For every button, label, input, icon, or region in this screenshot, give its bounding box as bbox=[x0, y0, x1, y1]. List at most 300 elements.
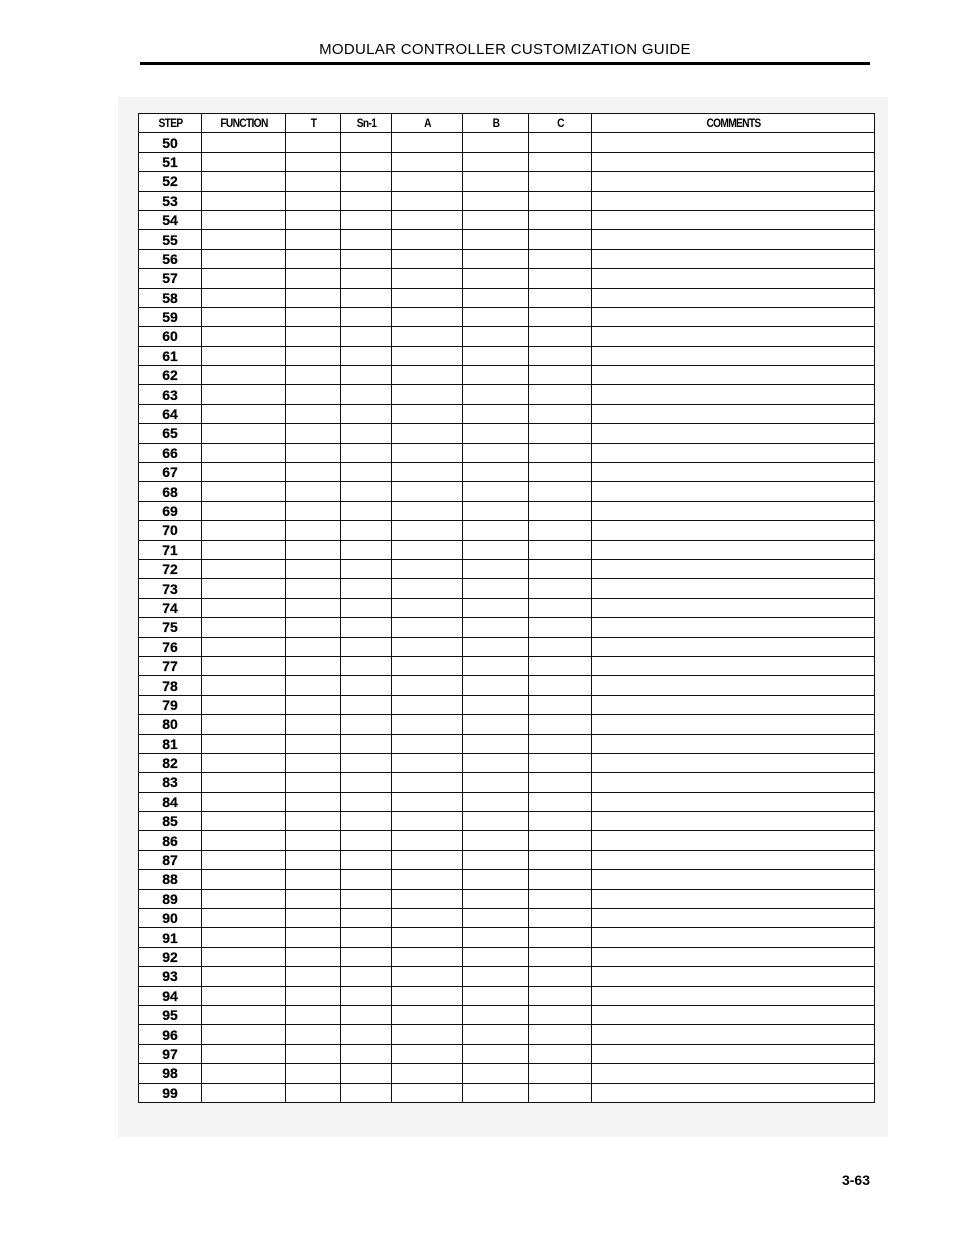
a-cell bbox=[392, 1025, 463, 1044]
sn-1-cell bbox=[341, 870, 392, 889]
t-cell bbox=[286, 618, 341, 637]
table-row bbox=[139, 307, 875, 326]
sn-1-cell bbox=[341, 909, 392, 928]
step-number: 81 bbox=[139, 734, 202, 753]
step-number: 52 bbox=[139, 172, 202, 191]
comments-cell bbox=[592, 1044, 875, 1063]
a-cell bbox=[392, 870, 463, 889]
t-cell bbox=[286, 812, 341, 831]
function-cell bbox=[202, 385, 286, 404]
table-row bbox=[139, 812, 875, 831]
a-cell bbox=[392, 346, 463, 365]
sn-1-cell bbox=[341, 366, 392, 385]
function-cell bbox=[202, 288, 286, 307]
t-cell bbox=[286, 1025, 341, 1044]
table-row bbox=[139, 346, 875, 365]
a-cell bbox=[392, 172, 463, 191]
table-row bbox=[139, 1005, 875, 1024]
a-cell bbox=[392, 540, 463, 559]
t-cell bbox=[286, 210, 341, 229]
b-cell bbox=[463, 269, 529, 288]
function-cell bbox=[202, 482, 286, 501]
t-cell bbox=[286, 928, 341, 947]
column-header-b: B bbox=[467, 114, 523, 133]
function-cell bbox=[202, 559, 286, 578]
sn-1-cell bbox=[341, 482, 392, 501]
step-number: 71 bbox=[139, 540, 202, 559]
b-cell bbox=[463, 695, 529, 714]
comments-cell bbox=[592, 249, 875, 268]
step-number: 70 bbox=[139, 521, 202, 540]
sn-1-cell bbox=[341, 579, 392, 598]
comments-cell bbox=[592, 579, 875, 598]
b-cell bbox=[463, 967, 529, 986]
c-cell bbox=[529, 346, 592, 365]
c-cell bbox=[529, 850, 592, 869]
c-cell bbox=[529, 637, 592, 656]
table-row bbox=[139, 1044, 875, 1063]
function-cell bbox=[202, 230, 286, 249]
a-cell bbox=[392, 695, 463, 714]
sn-1-cell bbox=[341, 385, 392, 404]
sn-1-cell bbox=[341, 269, 392, 288]
c-cell bbox=[529, 598, 592, 617]
comments-cell bbox=[592, 501, 875, 520]
function-cell bbox=[202, 656, 286, 675]
table-row bbox=[139, 967, 875, 986]
step-number: 72 bbox=[139, 559, 202, 578]
step-number: 91 bbox=[139, 928, 202, 947]
t-cell bbox=[286, 637, 341, 656]
table-row bbox=[139, 598, 875, 617]
step-number: 59 bbox=[139, 307, 202, 326]
step-number: 54 bbox=[139, 210, 202, 229]
step-number: 93 bbox=[139, 967, 202, 986]
sn-1-cell bbox=[341, 889, 392, 908]
sn-1-cell bbox=[341, 307, 392, 326]
c-cell bbox=[529, 443, 592, 462]
step-number: 82 bbox=[139, 753, 202, 772]
t-cell bbox=[286, 1083, 341, 1102]
a-cell bbox=[392, 676, 463, 695]
function-cell bbox=[202, 424, 286, 443]
step-number: 96 bbox=[139, 1025, 202, 1044]
table-row bbox=[139, 152, 875, 171]
sn-1-cell bbox=[341, 404, 392, 423]
t-cell bbox=[286, 249, 341, 268]
c-cell bbox=[529, 1005, 592, 1024]
sn-1-cell bbox=[341, 1064, 392, 1083]
table-row bbox=[139, 656, 875, 675]
table-row bbox=[139, 133, 875, 152]
function-cell bbox=[202, 909, 286, 928]
header-rule bbox=[140, 62, 870, 65]
table-row bbox=[139, 637, 875, 656]
step-number: 95 bbox=[139, 1005, 202, 1024]
a-cell bbox=[392, 424, 463, 443]
c-cell bbox=[529, 210, 592, 229]
step-number: 61 bbox=[139, 346, 202, 365]
sn-1-cell bbox=[341, 967, 392, 986]
a-cell bbox=[392, 1044, 463, 1063]
function-cell bbox=[202, 676, 286, 695]
sn-1-cell bbox=[341, 288, 392, 307]
function-cell bbox=[202, 812, 286, 831]
sn-1-cell bbox=[341, 249, 392, 268]
a-cell bbox=[392, 889, 463, 908]
b-cell bbox=[463, 598, 529, 617]
comments-cell bbox=[592, 637, 875, 656]
comments-cell bbox=[592, 656, 875, 675]
table-row bbox=[139, 579, 875, 598]
sn-1-cell bbox=[341, 734, 392, 753]
b-cell bbox=[463, 152, 529, 171]
b-cell bbox=[463, 307, 529, 326]
comments-cell bbox=[592, 1005, 875, 1024]
table-row bbox=[139, 792, 875, 811]
a-cell bbox=[392, 191, 463, 210]
t-cell bbox=[286, 753, 341, 772]
b-cell bbox=[463, 909, 529, 928]
c-cell bbox=[529, 288, 592, 307]
b-cell bbox=[463, 559, 529, 578]
step-number: 62 bbox=[139, 366, 202, 385]
b-cell bbox=[463, 366, 529, 385]
table-row bbox=[139, 210, 875, 229]
a-cell bbox=[392, 307, 463, 326]
comments-cell bbox=[592, 385, 875, 404]
sn-1-cell bbox=[341, 1083, 392, 1102]
table-row bbox=[139, 230, 875, 249]
c-cell bbox=[529, 967, 592, 986]
comments-cell bbox=[592, 559, 875, 578]
function-cell bbox=[202, 1083, 286, 1102]
comments-cell bbox=[592, 540, 875, 559]
comments-cell bbox=[592, 521, 875, 540]
sn-1-cell bbox=[341, 152, 392, 171]
c-cell bbox=[529, 656, 592, 675]
t-cell bbox=[286, 792, 341, 811]
b-cell bbox=[463, 850, 529, 869]
b-cell bbox=[463, 288, 529, 307]
comments-cell bbox=[592, 230, 875, 249]
b-cell bbox=[463, 210, 529, 229]
table-row bbox=[139, 715, 875, 734]
c-cell bbox=[529, 734, 592, 753]
function-cell bbox=[202, 1044, 286, 1063]
a-cell bbox=[392, 579, 463, 598]
step-number: 98 bbox=[139, 1064, 202, 1083]
function-cell bbox=[202, 618, 286, 637]
b-cell bbox=[463, 637, 529, 656]
column-header-step: STEP bbox=[143, 114, 197, 133]
comments-cell bbox=[592, 269, 875, 288]
a-cell bbox=[392, 715, 463, 734]
function-cell bbox=[202, 463, 286, 482]
function-cell bbox=[202, 831, 286, 850]
sn-1-cell bbox=[341, 191, 392, 210]
function-cell bbox=[202, 695, 286, 714]
c-cell bbox=[529, 172, 592, 191]
c-cell bbox=[529, 928, 592, 947]
table-row bbox=[139, 482, 875, 501]
c-cell bbox=[529, 191, 592, 210]
a-cell bbox=[392, 366, 463, 385]
comments-cell bbox=[592, 424, 875, 443]
sn-1-cell bbox=[341, 1005, 392, 1024]
step-number: 94 bbox=[139, 986, 202, 1005]
b-cell bbox=[463, 1005, 529, 1024]
table-row bbox=[139, 928, 875, 947]
function-cell bbox=[202, 501, 286, 520]
table-row bbox=[139, 501, 875, 520]
step-number: 76 bbox=[139, 637, 202, 656]
b-cell bbox=[463, 443, 529, 462]
table-row bbox=[139, 986, 875, 1005]
step-number: 77 bbox=[139, 656, 202, 675]
a-cell bbox=[392, 230, 463, 249]
sn-1-cell bbox=[341, 598, 392, 617]
c-cell bbox=[529, 695, 592, 714]
sn-1-cell bbox=[341, 812, 392, 831]
a-cell bbox=[392, 1083, 463, 1102]
function-cell bbox=[202, 269, 286, 288]
step-number: 99 bbox=[139, 1083, 202, 1102]
t-cell bbox=[286, 366, 341, 385]
c-cell bbox=[529, 540, 592, 559]
worksheet-body bbox=[139, 133, 875, 1103]
sn-1-cell bbox=[341, 501, 392, 520]
step-number: 86 bbox=[139, 831, 202, 850]
c-cell bbox=[529, 152, 592, 171]
page-header-title: MODULAR CONTROLLER CUSTOMIZATION GUIDE bbox=[319, 41, 691, 58]
function-cell bbox=[202, 346, 286, 365]
c-cell bbox=[529, 424, 592, 443]
a-cell bbox=[392, 753, 463, 772]
b-cell bbox=[463, 870, 529, 889]
page-number: 3-63 bbox=[841, 1172, 870, 1188]
comments-cell bbox=[592, 734, 875, 753]
a-cell bbox=[392, 404, 463, 423]
c-cell bbox=[529, 1044, 592, 1063]
table-row bbox=[139, 850, 875, 869]
b-cell bbox=[463, 404, 529, 423]
b-cell bbox=[463, 715, 529, 734]
function-cell bbox=[202, 579, 286, 598]
step-number: 53 bbox=[139, 191, 202, 210]
step-number: 69 bbox=[139, 501, 202, 520]
step-number: 75 bbox=[139, 618, 202, 637]
a-cell bbox=[392, 443, 463, 462]
function-cell bbox=[202, 133, 286, 152]
sn-1-cell bbox=[341, 559, 392, 578]
c-cell bbox=[529, 889, 592, 908]
step-number: 68 bbox=[139, 482, 202, 501]
b-cell bbox=[463, 928, 529, 947]
b-cell bbox=[463, 773, 529, 792]
c-cell bbox=[529, 947, 592, 966]
a-cell bbox=[392, 559, 463, 578]
t-cell bbox=[286, 424, 341, 443]
b-cell bbox=[463, 831, 529, 850]
b-cell bbox=[463, 540, 529, 559]
sn-1-cell bbox=[341, 831, 392, 850]
b-cell bbox=[463, 133, 529, 152]
b-cell bbox=[463, 986, 529, 1005]
t-cell bbox=[286, 1005, 341, 1024]
t-cell bbox=[286, 307, 341, 326]
comments-cell bbox=[592, 715, 875, 734]
b-cell bbox=[463, 346, 529, 365]
b-cell bbox=[463, 385, 529, 404]
a-cell bbox=[392, 734, 463, 753]
t-cell bbox=[286, 327, 341, 346]
step-number: 87 bbox=[139, 850, 202, 869]
t-cell bbox=[286, 947, 341, 966]
a-cell bbox=[392, 1005, 463, 1024]
c-cell bbox=[529, 404, 592, 423]
table-row bbox=[139, 947, 875, 966]
c-cell bbox=[529, 501, 592, 520]
table-row bbox=[139, 463, 875, 482]
sn-1-cell bbox=[341, 521, 392, 540]
table-row bbox=[139, 540, 875, 559]
table-row bbox=[139, 618, 875, 637]
t-cell bbox=[286, 288, 341, 307]
t-cell bbox=[286, 870, 341, 889]
t-cell bbox=[286, 850, 341, 869]
c-cell bbox=[529, 1083, 592, 1102]
table-row bbox=[139, 695, 875, 714]
b-cell bbox=[463, 1064, 529, 1083]
comments-cell bbox=[592, 307, 875, 326]
c-cell bbox=[529, 1025, 592, 1044]
c-cell bbox=[529, 870, 592, 889]
t-cell bbox=[286, 889, 341, 908]
function-cell bbox=[202, 443, 286, 462]
t-cell bbox=[286, 269, 341, 288]
a-cell bbox=[392, 482, 463, 501]
column-header-sn-1: Sn-1 bbox=[344, 114, 387, 133]
table-row bbox=[139, 1064, 875, 1083]
t-cell bbox=[286, 831, 341, 850]
step-number: 73 bbox=[139, 579, 202, 598]
step-number: 83 bbox=[139, 773, 202, 792]
table-row bbox=[139, 909, 875, 928]
sn-1-cell bbox=[341, 773, 392, 792]
comments-cell bbox=[592, 986, 875, 1005]
sn-1-cell bbox=[341, 540, 392, 559]
table-row bbox=[139, 831, 875, 850]
step-number: 60 bbox=[139, 327, 202, 346]
b-cell bbox=[463, 734, 529, 753]
sn-1-cell bbox=[341, 947, 392, 966]
sn-1-cell bbox=[341, 133, 392, 152]
function-cell bbox=[202, 870, 286, 889]
table-row bbox=[139, 191, 875, 210]
comments-cell bbox=[592, 773, 875, 792]
comments-cell bbox=[592, 133, 875, 152]
table-row bbox=[139, 870, 875, 889]
a-cell bbox=[392, 598, 463, 617]
function-cell bbox=[202, 889, 286, 908]
t-cell bbox=[286, 133, 341, 152]
sn-1-cell bbox=[341, 230, 392, 249]
c-cell bbox=[529, 230, 592, 249]
step-number: 80 bbox=[139, 715, 202, 734]
function-cell bbox=[202, 249, 286, 268]
function-cell bbox=[202, 967, 286, 986]
t-cell bbox=[286, 734, 341, 753]
t-cell bbox=[286, 909, 341, 928]
a-cell bbox=[392, 947, 463, 966]
sn-1-cell bbox=[341, 346, 392, 365]
comments-cell bbox=[592, 1083, 875, 1102]
sn-1-cell bbox=[341, 656, 392, 675]
step-number: 74 bbox=[139, 598, 202, 617]
a-cell bbox=[392, 986, 463, 1005]
c-cell bbox=[529, 986, 592, 1005]
t-cell bbox=[286, 1044, 341, 1063]
b-cell bbox=[463, 1025, 529, 1044]
b-cell bbox=[463, 191, 529, 210]
t-cell bbox=[286, 656, 341, 675]
b-cell bbox=[463, 463, 529, 482]
sn-1-cell bbox=[341, 1025, 392, 1044]
t-cell bbox=[286, 191, 341, 210]
t-cell bbox=[286, 482, 341, 501]
t-cell bbox=[286, 715, 341, 734]
function-cell bbox=[202, 986, 286, 1005]
b-cell bbox=[463, 482, 529, 501]
function-cell bbox=[202, 850, 286, 869]
a-cell bbox=[392, 521, 463, 540]
b-cell bbox=[463, 656, 529, 675]
comments-cell bbox=[592, 831, 875, 850]
a-cell bbox=[392, 210, 463, 229]
function-cell bbox=[202, 210, 286, 229]
c-cell bbox=[529, 792, 592, 811]
function-cell bbox=[202, 540, 286, 559]
function-cell bbox=[202, 715, 286, 734]
t-cell bbox=[286, 676, 341, 695]
table-row bbox=[139, 404, 875, 423]
function-cell bbox=[202, 598, 286, 617]
step-number: 65 bbox=[139, 424, 202, 443]
step-number: 84 bbox=[139, 792, 202, 811]
function-cell bbox=[202, 152, 286, 171]
comments-cell bbox=[592, 792, 875, 811]
t-cell bbox=[286, 967, 341, 986]
b-cell bbox=[463, 812, 529, 831]
sn-1-cell bbox=[341, 424, 392, 443]
sn-1-cell bbox=[341, 715, 392, 734]
comments-cell bbox=[592, 191, 875, 210]
sn-1-cell bbox=[341, 928, 392, 947]
t-cell bbox=[286, 404, 341, 423]
step-number: 66 bbox=[139, 443, 202, 462]
function-cell bbox=[202, 521, 286, 540]
c-cell bbox=[529, 618, 592, 637]
comments-cell bbox=[592, 947, 875, 966]
a-cell bbox=[392, 1064, 463, 1083]
column-header-function: FUNCTION bbox=[208, 114, 279, 133]
comments-cell bbox=[592, 1025, 875, 1044]
step-number: 79 bbox=[139, 695, 202, 714]
c-cell bbox=[529, 463, 592, 482]
comments-cell bbox=[592, 928, 875, 947]
comments-cell bbox=[592, 598, 875, 617]
